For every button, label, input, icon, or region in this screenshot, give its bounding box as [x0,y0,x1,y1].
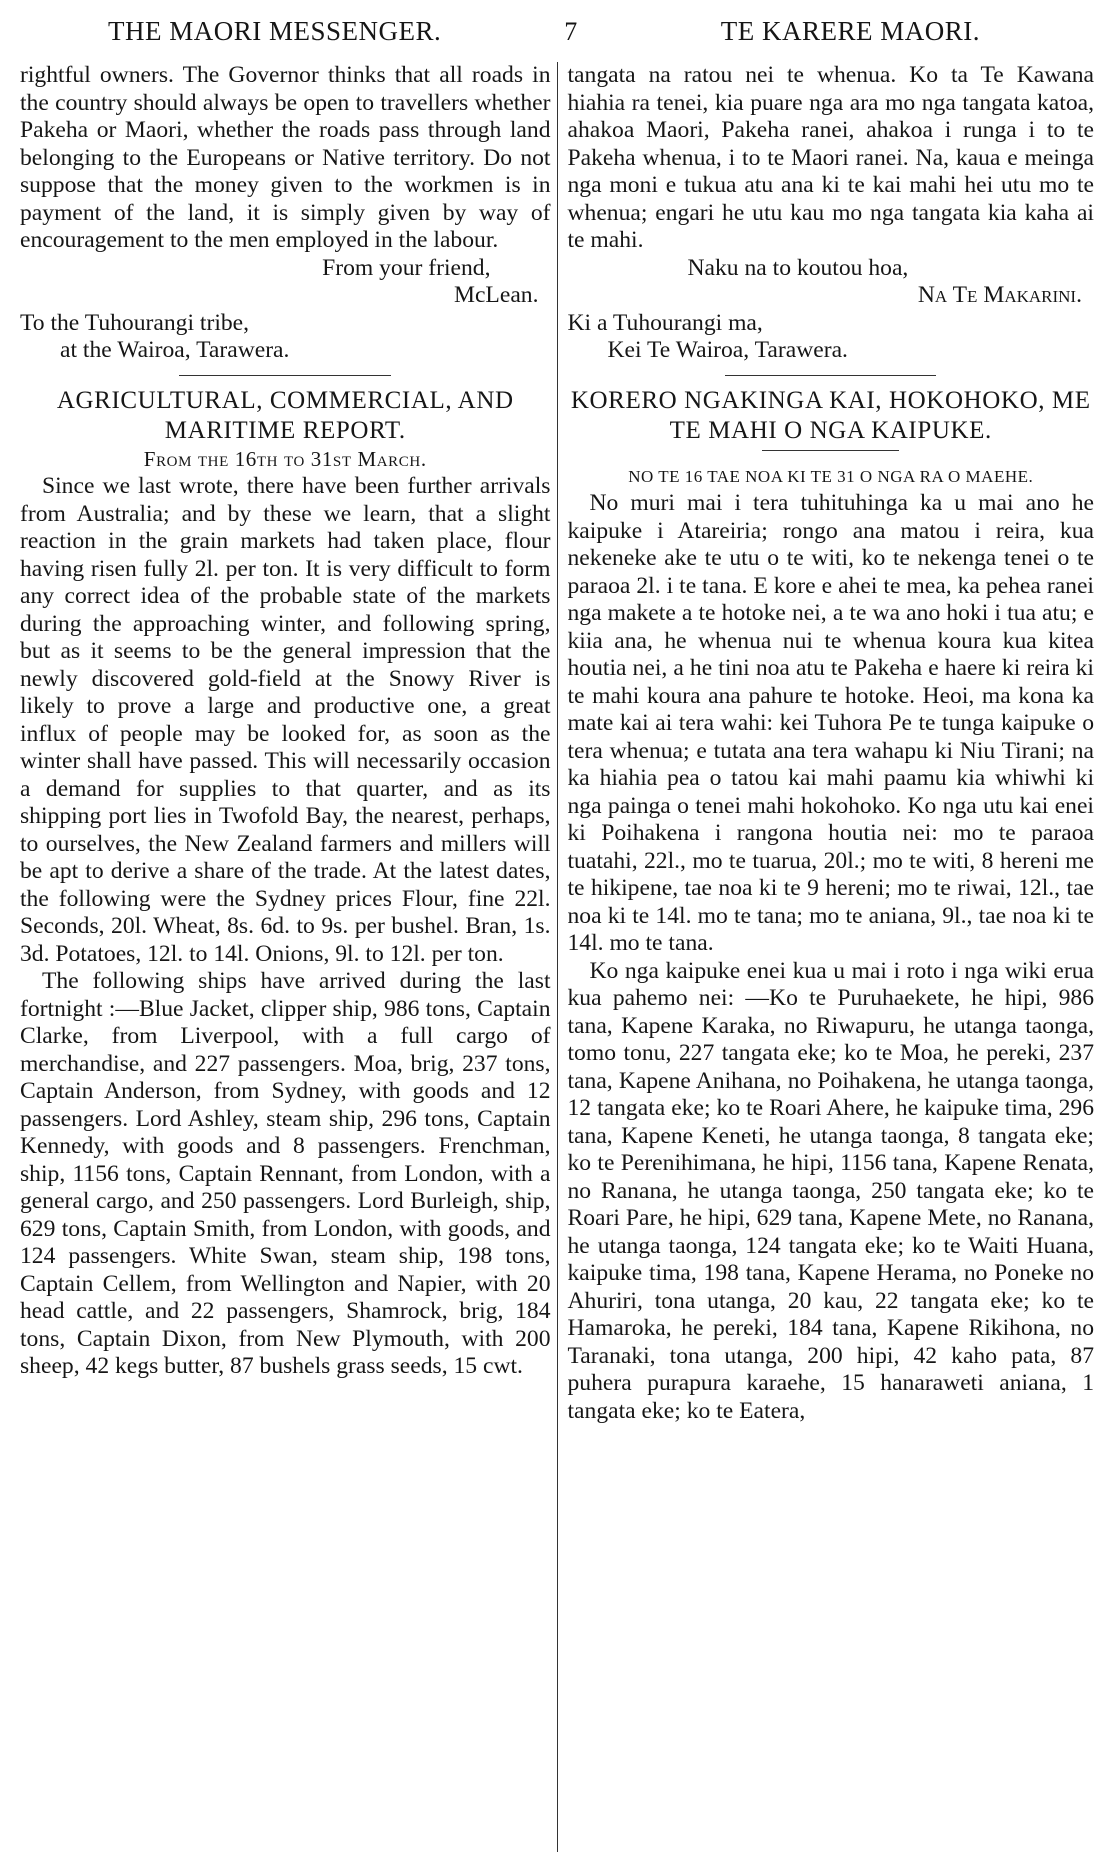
report-dates: NO TE 16 TAE NOA KI TE 31 O NGA RA O MAEHE. [628,466,1034,486]
letter-body: rightful owners. The Governor thinks that all roads in the country should always be open to travellers whether Pakeha or Maori, whether the roads pass through land belonging to the Europeans or Native territory. Do not suppose that the money given to the workmen is in payment of the land, it is simply given by way of encouragement to the men employed in the labour. [20,62,551,253]
letter-signature: Na Te Makarini. [917,282,1082,308]
shipping-paragraph: Ko nga kaipuke enei kua u mai i roto i nga wiki erua kua pahemo nei: —Ko te Puruhaekete, he hipi, 986 tana, Kapene Karaka, no Riwapuru, he utanga taonga, tomo tonu, 227 tangata eke; ko te Moa, he pereki, 237 tana, Kapene Anihana, no Poihakena, he utanga taonga, 12 tangata eke; ko te Roari Ahere, he kaipuke tima, 296 tana, Kapene Keneti, he utanga taonga, 8 tangata eke; ko te Perenihimana, he hipi, 1156 tana, Kapene Renata, no Ranana, he utanga taonga, 250 tangata eke; ko te Roari Pare, he hipi, 629 tana, Kapene Mete, no Ranana, he utanga taonga, 124 tangata eke; ko te Waiti Huana, kaipuke tima, 198 tana, Kapene Herama, no Poneke no Ahuriri, tona utanga, 20 kau, 22 tangata eke; ko te Hamaroka, he pereki, 184 tana, Kapene Rikihona, no Taranaki, tona utanga, 200 hipi, 42 kaho pata, 87 puhera purapura karaehe, 15 hanaraweti aniana, 1 tangata eke; ko te Eatera, [567,957,1094,1424]
section-divider [179,375,391,376]
section-divider [725,375,936,376]
columns [20,62,1094,1852]
shipping-paragraph: The following ships have arrived during the last fortnight :—Blue Jacket, clipper ship, 986 tons, Captain Clarke, from Liverpool, with a full cargo of merchandise, and 227 passengers. Moa, brig, 237 tons, Captain Anderson, from Sydney, with goods and 12 passengers. Lord Ashley, steam ship, 296 tons, Captain Kennedy, with goods and 8 passengers. Frenchman, ship, 1156 tons, Captain Rennant, from London, with a general cargo, and 250 passengers. Lord Burleigh, ship, 629 tons, Captain Smith, from London, with goods, and 124 passengers. White Swan, steam ship, 198 tons, Captain Cellem, from Wellington and Napier, with 20 head cattle, and 22 passengers, Shamrock, brig, 184 tons, Captain Dixon, from New Plymouth, with 200 sheep, 42 kegs butter, 87 bushels grass seeds, 15 cwt. [20,968,551,1379]
letter-closing: Naku na to koutou hoa, [687,254,909,281]
letter-body: tangata na ratou nei te whenua. Ko ta Te Kawana hiahia ra tenei, kia puare nga ara mo nga tangata katoa, ahakoa Maori, Pakeha ranei, ahakoa i runga i to te Pakeha whenua, i to te Maori ranei. Na, kaua e meinga nga moni e tukua atu ana ki te kai mahi hei utu mo te whenua; engari he utu kau mo nga tangata kia kaha ai te mahi. [567,62,1094,253]
letter-closing: From your friend, [322,254,491,281]
page-header [20,16,1094,56]
heading-rule [762,450,899,451]
maori-column [558,62,1095,1852]
report-heading: KORERO NGAKINGA KAI, HOKOHOKO, ME TE MAHI O NGA KAIPUKE. [570,386,1091,444]
letter-address-place: at the Wairoa, Tarawera. [60,337,290,363]
letter-address-place: Kei Te Wairoa, Tarawera. [607,337,848,363]
masthead-maori: TE KARERE MAORI. [720,16,980,46]
letter-address-line: Ki a Tuhourangi ma, [567,309,763,336]
masthead-english: THE MAORI MESSENGER. [108,16,442,46]
report-paragraph: No muri mai i tera tuhituhinga ka u mai ano he kaipuke i Atareiria; rongo ana matou i reira, kua nekeneke ake te utu o te witi, ko te nekenga tenei o te paraoa 2l. i te tana. E kore e ahei te mea, ka pehea ranei nga makete a te hotoke nei, a te wa ano hoki i tua atu; e kiia ana, he whenua nui te whenua koura kua kitea houtia nei, a he tini noa atu te Pakeha e haere ki reira ki te mahi koura ana pahure te hotoke. Heoi, ma kona ka mate kai ai tera wahi: kei Tuhora Pe te tunga kaipuke o tera whenua; e tutata ana tera wahapu ki Niu Tirani; na ka hiahia pea o tatou kai mahi paamu kia whiwhi ki nga painga o tenei mahi hokohoko. Ko nga utu kai enei ki Poihakena i rangona houtia nei: mo te paraoa tuatahi, 22l., mo te tuarua, 20l.; mo te witi, 8 hereni me te hikipene, tae noa ki te 9 hereni; mo te riwai, 12l., tae noa ki te 14l. mo te tana; mo te aniana, 9l., tae noa ki te 14l. mo te tana. [567,490,1094,956]
page-number: 7 [564,17,578,46]
report-paragraph: Since we last wrote, there have been further arrivals from Australia; and by these we learn, that a slight reaction in the grain markets had taken place, flour having risen fully 2l. per ton. It is very difficult to form any correct idea of the probable state of the markets during the approaching winter, and following spring, but as it seems to be the general impression that the newly discovered gold-field at the Snowy River is likely to prove a large and productive one, a great influx of people may be looked for, as soon as the winter shall have passed. This will necessarily occasion a demand for supplies to that quarter, and as its shipping port lies in Twofold Bay, the nearest, perhaps, to ourselves, the New Zealand farmers and millers will be apt to derive a share of the trade. At the latest dates, the following were the Sydney prices Flour, fine 22l. Seconds, 20l. Wheat, 8s. 6d. to 9s. per bushel. Bran, 1s. 3d. Potatoes, 12l. to 14l. Onions, 9l. to 12l. per ton. [20,473,551,967]
report-dates: From the 16th to 31st March. [143,446,427,471]
report-heading: AGRICULTURAL, COMMERCIAL, AND MARITIME REPORT. [56,386,514,444]
english-column [20,62,557,1852]
letter-signature: McLean. [453,282,539,308]
letter-address-line: To the Tuhourangi tribe, [20,309,250,336]
